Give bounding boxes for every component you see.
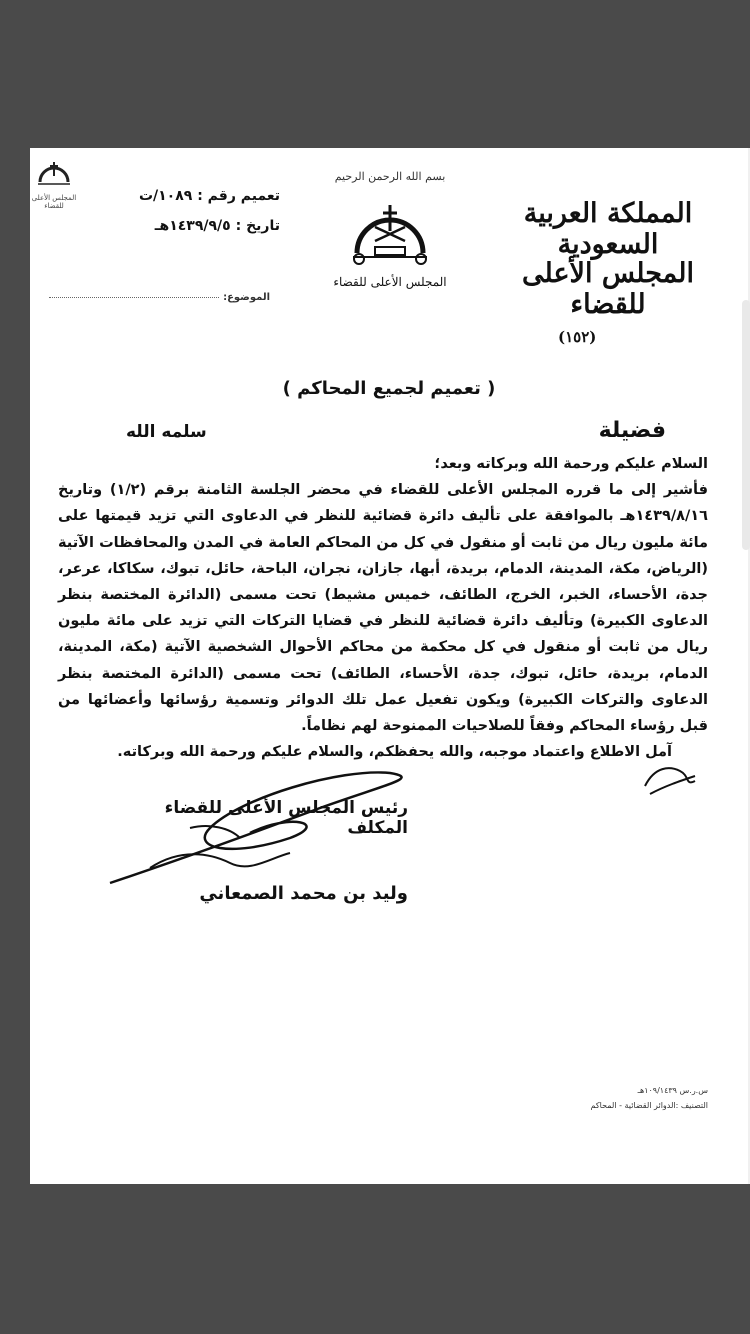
circular-meta	[80, 188, 280, 248]
circular-number: تعميم رقم : ١٠٨٩/ت	[138, 188, 280, 204]
salutation-left: سلمه الله	[126, 422, 207, 442]
subject-label: الموضوع:	[223, 292, 270, 303]
subject-line	[49, 297, 219, 298]
council-emblem-icon	[345, 191, 435, 271]
body-text	[58, 451, 708, 765]
signatory-name: وليد بن محمد الصمعاني	[199, 883, 408, 904]
center-emblem	[310, 170, 470, 289]
document-title: ( تعميم لجميع المحاكم )	[282, 378, 496, 399]
footer-notes	[548, 1083, 708, 1113]
kingdom-header	[488, 198, 728, 346]
salutation-right: فضيلة	[598, 418, 666, 443]
closing-line: آمل الاطلاع واعتماد موجبه، والله يحفظكم، والسلام عليكم ورحمة الله وبركاته.	[117, 744, 672, 761]
circular-date: تاريخ : ١٤٣٩/٩/٥هـ	[154, 218, 280, 234]
document-page	[30, 148, 750, 1184]
footer-ref: س.ر.س ١٠٩/١٤٣٩هـ	[637, 1086, 708, 1095]
council-name: المجلس الأعلى للقضاء	[522, 258, 694, 320]
subject-row	[40, 292, 270, 303]
greeting: السلام عليكم ورحمة الله وبركاته وبعد؛	[434, 456, 708, 472]
corner-caption: المجلس الأعلى للقضاء	[31, 194, 77, 210]
corner-logo	[30, 156, 78, 210]
scrollbar[interactable]	[742, 300, 750, 550]
page-number: (١٥٢)	[558, 328, 597, 346]
footer-classification: التصنيف :الدوائر القضائية - المحاكم	[590, 1101, 708, 1110]
center-council-caption: المجلس الأعلى للقضاء	[333, 275, 447, 289]
basmala: بسم الله الرحمن الرحيم	[334, 170, 446, 183]
signatory-block	[148, 798, 408, 904]
kingdom-name: المملكة العربية السعودية	[523, 198, 693, 260]
initials-mark-icon	[640, 756, 700, 796]
main-paragraph: فأشير إلى ما قرره المجلس الأعلى للقضاء في محضر الجلسة الثامنة برقم (١/٢) وتاريخ ١٤٣٩/٨/١٦هـ بالموافقة على تأليف دائرة قضائية للنظر في الدعاوى التي تزيد قيمتها على مائة مليون ريال من ثابت أو منقول في كل من المحاكم العامة في المدن والمحافظات الآتية (الرياض، مكة، المدينة، الدمام، بريدة، أبها، جازان، نجران، الباحة، حائل، تبوك، سكاكا، عرعر، جدة، الأحساء، الخبر، الخرج، الطائف، خميس مشيط) تحت مسمى (الدائرة المختصة بنظر الدعاوى الكبيرة) وتأليف دائرة قضائية للنظر في قضايا التركات التي تزيد على مائة مليون ريال من ثابت أو منقول في كل محكمة من محاكم الأحوال الشخصية الآتية (مكة، المدينة، الدمام، بريدة، حائل، تبوك، جدة، الأحساء، الطائف) تحت مسمى (الدائرة المختصة بنظر الدعاوى والتركات الكبيرة) ويكون تفعيل عمل تلك الدوائر وتسمية رؤسائها وأعضائها من قبل رؤساء المحاكم وفقاً للصلاحيات الممنوحة لهم نظاماً.	[58, 482, 708, 735]
signatory-title: رئيس المجلس الأعلى للقضاء المكلف	[164, 798, 408, 838]
corner-emblem-icon	[34, 156, 74, 190]
